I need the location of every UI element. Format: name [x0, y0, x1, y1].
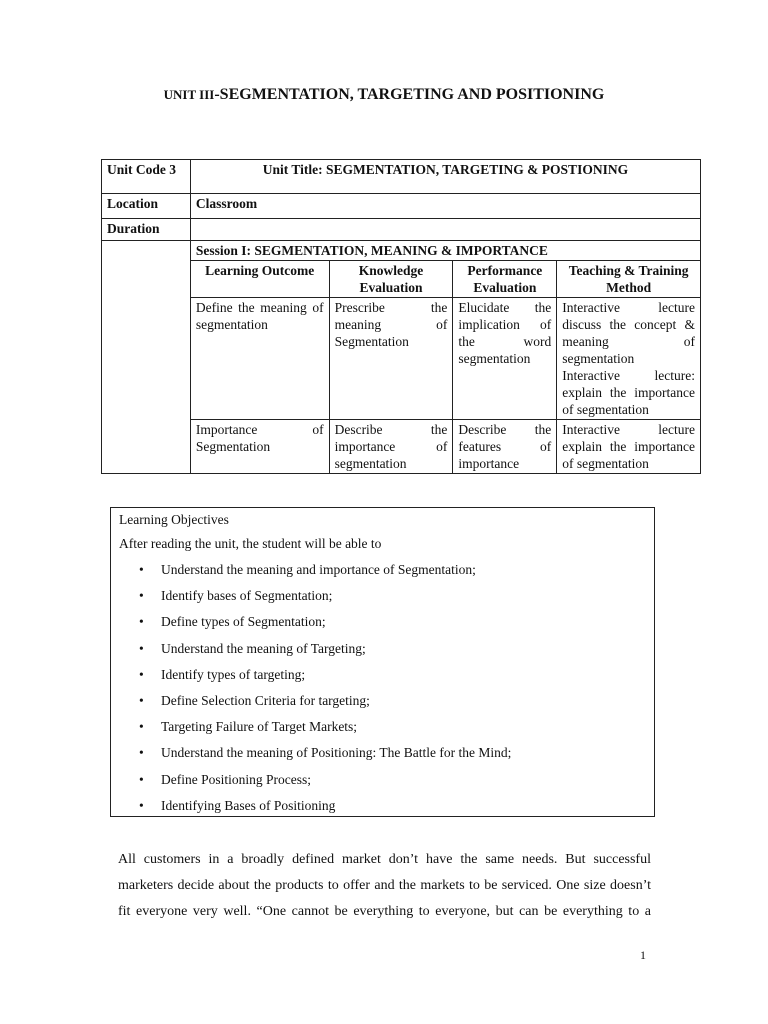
- bullet-icon: •: [139, 666, 144, 682]
- objective-text: Define Positioning Process;: [161, 771, 311, 787]
- session-title: Session I: SEGMENTATION, MEANING & IMPORTANCE: [190, 241, 700, 261]
- duration-row: [102, 219, 701, 241]
- session-row: [102, 241, 701, 261]
- row1-outcome: Define the meaning of segmentation: [190, 298, 329, 420]
- page-number: 1: [640, 948, 646, 962]
- location-label: Location: [102, 194, 191, 219]
- row1-method-2: Interactive lecture: explain the importance of segmentation: [562, 368, 695, 417]
- bullet-icon: •: [139, 797, 144, 813]
- list-item: [119, 691, 646, 717]
- duration-label: Duration: [102, 219, 191, 241]
- list-item: [119, 665, 646, 691]
- list-item: [119, 717, 646, 743]
- row2-method: Interactive lecture explain the importance of segmentation: [557, 420, 701, 474]
- header-knowledge-evaluation: Knowledge Evaluation: [329, 261, 453, 298]
- bullet-icon: •: [139, 719, 144, 735]
- objective-text: Identify types of targeting;: [161, 666, 306, 682]
- body-line: fit everyone very well. “One cannot be everything to everyone, but can be everything to a: [118, 904, 651, 919]
- bullet-icon: •: [139, 588, 144, 604]
- objective-text: Understand the meaning of Positioning: The Battle for the Mind;: [161, 745, 512, 761]
- table-row: [102, 298, 701, 420]
- unit-title-cell: Unit Title: SEGMENTATION, TARGETING & POSTIONING: [190, 160, 700, 194]
- location-row: [102, 194, 701, 219]
- bullet-icon: •: [139, 745, 144, 761]
- row1-performance: Elucidate the implication of the word segmentation: [453, 298, 557, 420]
- list-item: [119, 639, 646, 665]
- objectives-heading: Learning Objectives: [119, 512, 229, 527]
- header-performance-evaluation: Performance Evaluation: [453, 261, 557, 298]
- objective-text: Understand the meaning of Targeting;: [161, 640, 366, 656]
- header-learning-outcome: Learning Outcome: [190, 261, 329, 298]
- list-item: [119, 770, 646, 796]
- bullet-icon: •: [139, 614, 144, 630]
- unit-table: [101, 159, 701, 474]
- location-value: Classroom: [190, 194, 700, 219]
- learning-objectives-box: [110, 507, 655, 817]
- page-title: [0, 86, 768, 104]
- bullet-icon: •: [139, 640, 144, 656]
- unit-code-cell: Unit Code 3: [102, 160, 191, 194]
- title-main: -SEGMENTATION, TARGETING AND POSITIONING: [214, 86, 605, 103]
- row2-performance: Describe the features of importance: [453, 420, 557, 474]
- objective-text: Targeting Failure of Target Markets;: [161, 719, 358, 735]
- row1-knowledge: Prescribe the meaning of Segmentation: [329, 298, 453, 420]
- list-item: [119, 743, 646, 769]
- row1-method-1: Interactive lecture discuss the concept & meaning of segmentation: [562, 300, 695, 366]
- row1-method: [557, 298, 701, 420]
- list-item: [119, 612, 646, 638]
- body-paragraph: [118, 847, 651, 925]
- row2-outcome: Importance of Segmentation: [190, 420, 329, 474]
- objectives-list: [119, 560, 646, 822]
- header-teaching-method: Teaching & Training Method: [557, 261, 701, 298]
- session-left-cell: [102, 241, 191, 474]
- bullet-icon: •: [139, 562, 144, 577]
- list-item: [119, 796, 646, 822]
- objective-text: Identifying Bases of Positioning: [161, 797, 336, 813]
- body-line: marketers decide about the products to offer and the markets to be serviced. One size doesn’t: [118, 878, 651, 893]
- unit-code-row: [102, 160, 701, 194]
- objective-text: Define Selection Criteria for targeting;: [161, 692, 370, 708]
- bullet-icon: •: [139, 692, 144, 708]
- bullet-icon: •: [139, 771, 144, 787]
- objective-text: Understand the meaning and importance of Segmentation;: [161, 562, 476, 577]
- title-prefix: UNIT III: [163, 87, 215, 102]
- duration-value: [190, 219, 700, 241]
- list-item: [119, 560, 646, 586]
- objective-text: Define types of Segmentation;: [161, 614, 326, 630]
- row2-knowledge: Describe the importance of segmentation: [329, 420, 453, 474]
- list-item: [119, 586, 646, 612]
- objectives-intro: After reading the unit, the student will be able to: [119, 536, 382, 551]
- table-header-row: [102, 261, 701, 298]
- objective-text: Identify bases of Segmentation;: [161, 588, 333, 604]
- body-line: All customers in a broadly defined market don’t have the same needs. But successful: [118, 852, 651, 867]
- table-row: [102, 420, 701, 474]
